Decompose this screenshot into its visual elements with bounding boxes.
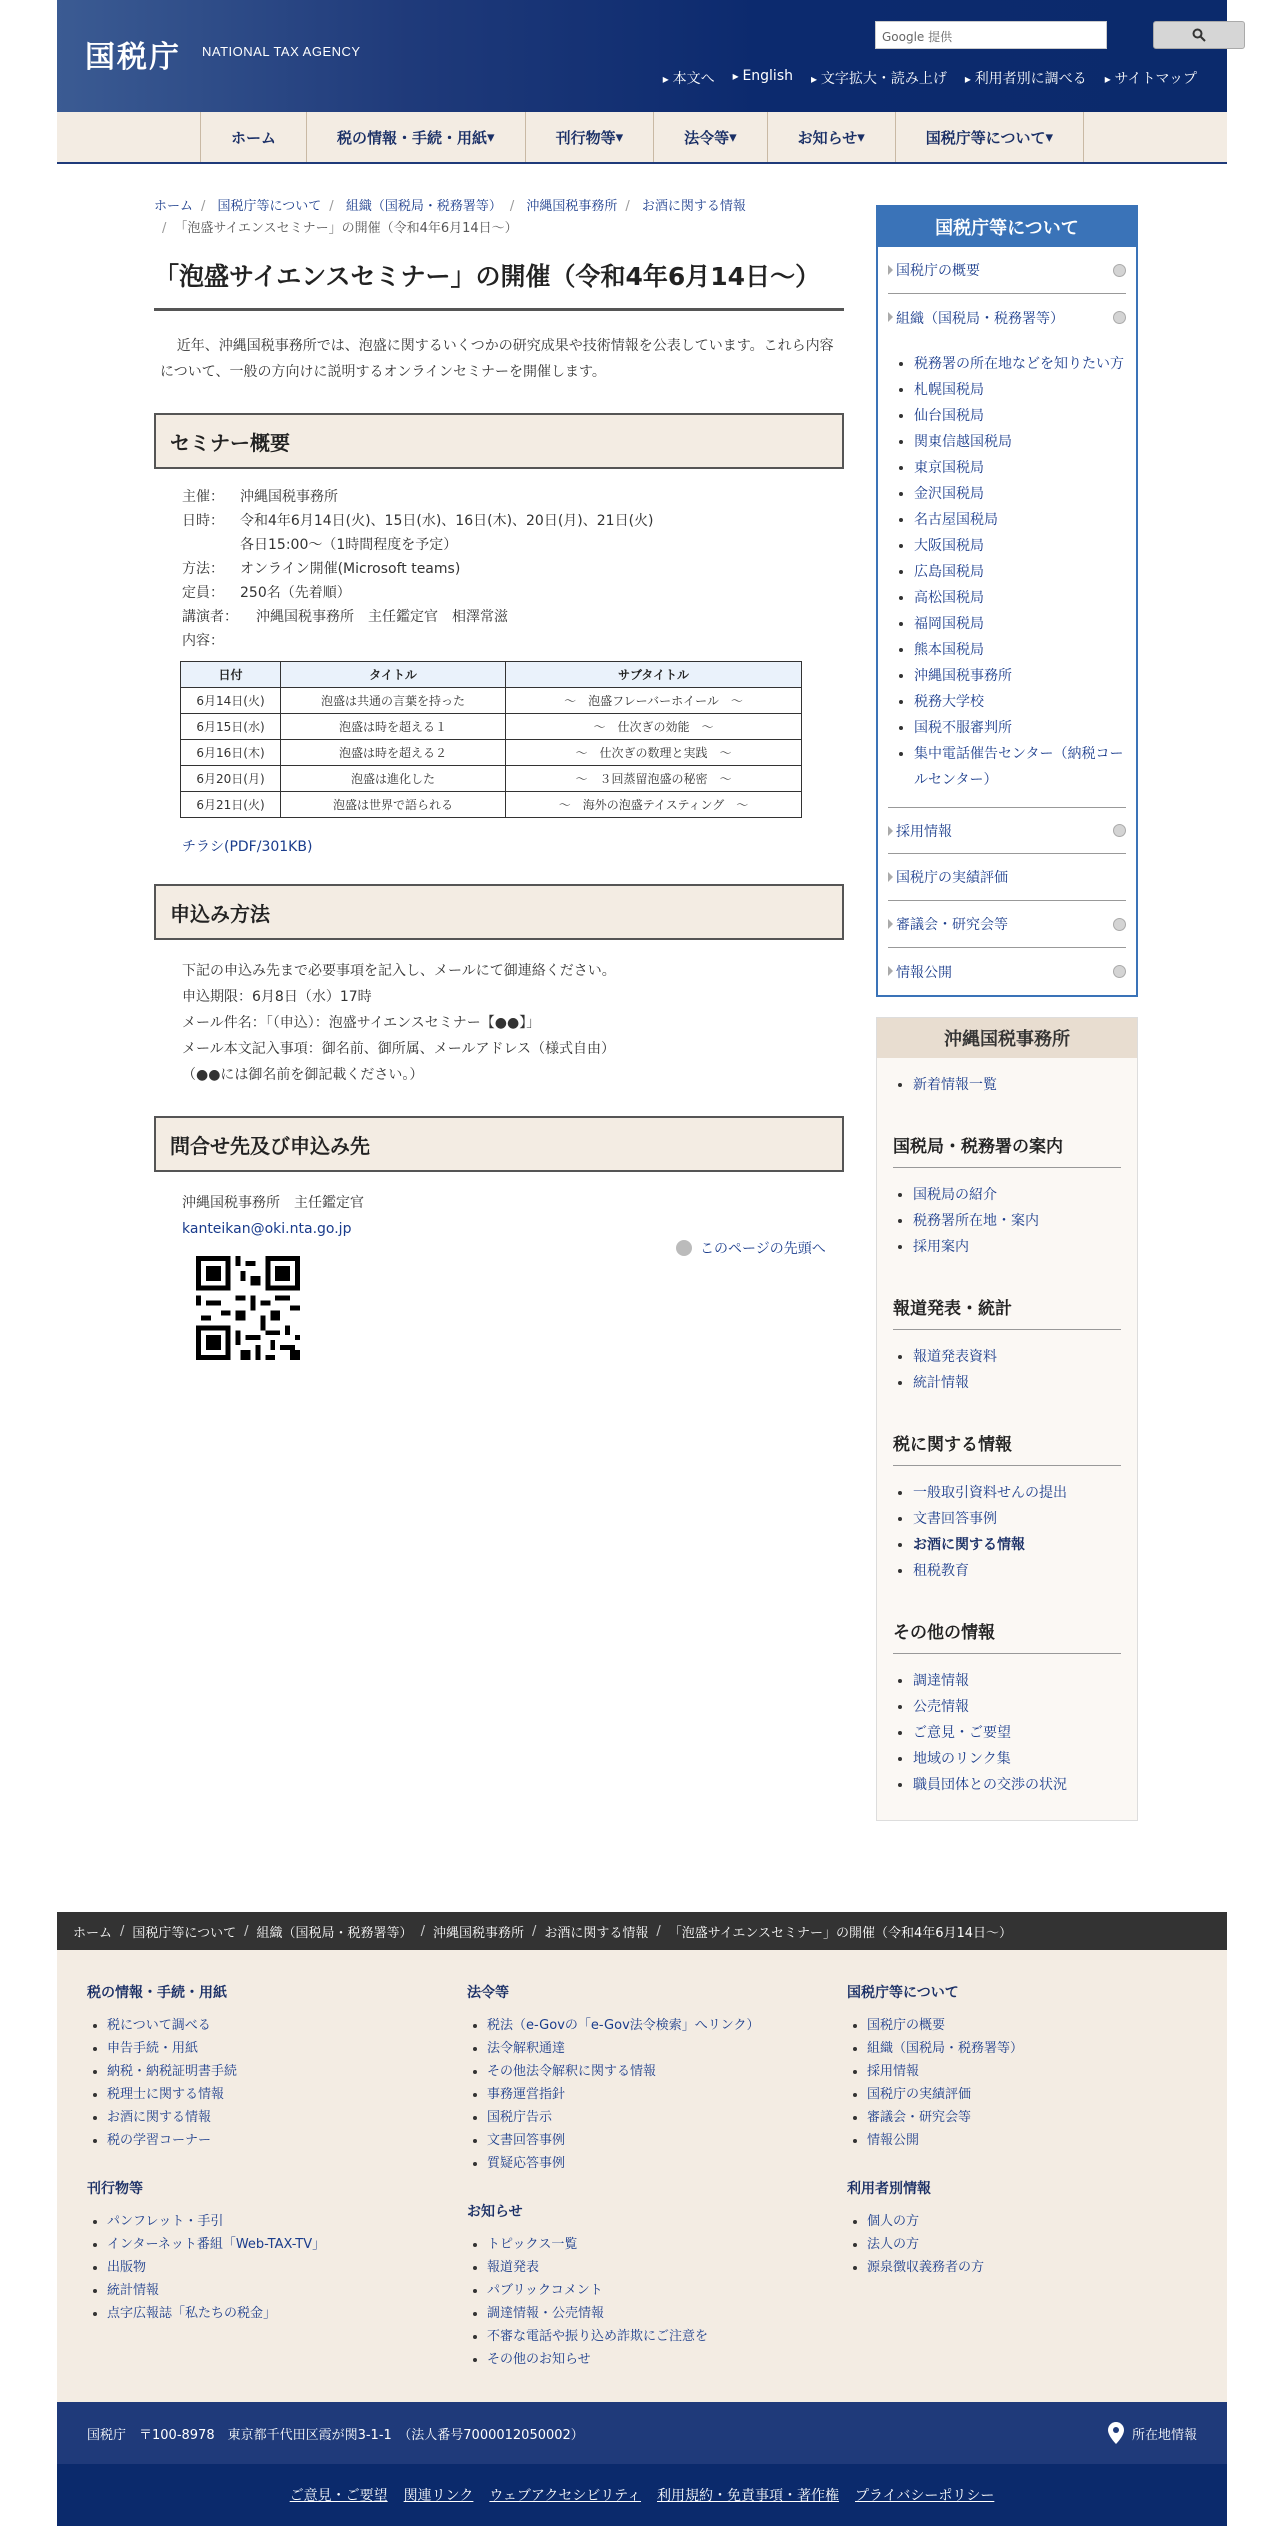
cell-date: 6月16日(木) bbox=[181, 740, 281, 766]
sidebar-okinawa-title: 沖縄国税事務所 bbox=[877, 1018, 1137, 1058]
dropdown-icon: ▾ bbox=[1045, 128, 1053, 146]
section-heading-apply: 申込み方法 bbox=[154, 884, 844, 940]
sidebar-link[interactable]: • 一般取引資料せんの提出 bbox=[913, 1480, 1121, 1506]
footer-link[interactable]: • 税について調べる bbox=[107, 2014, 447, 2037]
contact-email-link[interactable]: kanteikan@oki.nta.go.jp bbox=[182, 1221, 352, 1237]
contact-text bbox=[182, 1190, 844, 1242]
detail-label: 主催： bbox=[182, 489, 224, 505]
apply-line: 申込期限：6月8日（水）17時 bbox=[182, 989, 372, 1005]
location-link[interactable] bbox=[1108, 2422, 1197, 2444]
page-title: 「泡盛サイエンスセミナー」の開催（令和4年6月14日～） bbox=[154, 258, 844, 311]
table-header: 日付 bbox=[181, 662, 281, 688]
section-heading-overview: セミナー概要 bbox=[154, 413, 844, 469]
table-row bbox=[181, 766, 802, 792]
detail-label: 講演者： bbox=[182, 609, 238, 625]
sidebar-link[interactable]: • 税務署所在地・案内 bbox=[913, 1208, 1121, 1234]
sidebar-item-organization[interactable] bbox=[888, 294, 1126, 341]
sidebar-group-title: その他の情報 bbox=[893, 1618, 1121, 1654]
sidebar-link[interactable]: • 地域のリンク集 bbox=[913, 1746, 1121, 1772]
breadcrumb-current: 「泡盛サイエンスセミナー」の開催（令和4年6月14日～） bbox=[668, 1925, 1013, 1941]
schedule-table bbox=[180, 661, 802, 818]
footer-col-about bbox=[847, 1982, 1207, 2279]
breadcrumb-link[interactable]: 国税庁等について bbox=[132, 1925, 237, 1941]
sidebar-subitem[interactable]: • 高松国税局 bbox=[914, 585, 1126, 611]
breadcrumb-link[interactable]: 国税庁等について bbox=[217, 199, 322, 214]
search-input[interactable]: Google 提供 bbox=[875, 21, 1107, 49]
sidebar-group-title: 報道発表・統計 bbox=[893, 1294, 1121, 1330]
footer-breadcrumb: ホーム / 国税庁等について / 組織（国税局・税務署等） / 沖縄国税事務所 / お酒に関する情報 / 「泡盛サイエンスセミナー」の開催（令和4年6月14日～） bbox=[57, 1912, 1227, 1950]
footer-link[interactable]: • 国税庁の概要 bbox=[867, 2014, 1207, 2037]
page-top-label[interactable]: このページの先頭へ bbox=[700, 1241, 826, 1257]
gnav-tax-info-label: 税の情報・手続・用紙 bbox=[337, 128, 488, 147]
cell-subtitle: ～ 仕次ぎの数理と実践 ～ bbox=[506, 740, 802, 766]
footer-link[interactable]: • 出版物 bbox=[107, 2256, 447, 2279]
table-row bbox=[181, 688, 802, 714]
expand-icon bbox=[1113, 311, 1126, 324]
site-logo[interactable]: 国税庁 bbox=[85, 40, 181, 75]
gnav-tax-info[interactable] bbox=[306, 112, 525, 162]
sidebar-item-label: 審議会・研究会等 bbox=[896, 917, 1008, 933]
detail-value: 令和4年6月14日(火)、15日(水)、16日(木)、20日(月)、21日(火) bbox=[240, 513, 654, 529]
sidebar-org-sublist bbox=[914, 351, 1126, 793]
site-logo-en: NATIONAL TAX AGENCY bbox=[202, 44, 361, 59]
footer-link[interactable]: • 納税・納税証明書手続 bbox=[107, 2060, 447, 2083]
cell-date: 6月15日(水) bbox=[181, 714, 281, 740]
footer-col-title[interactable]: 刊行物等 bbox=[87, 2181, 143, 2197]
footer-address bbox=[57, 2402, 1227, 2464]
footer-link[interactable]: • 事務運営指針 bbox=[487, 2083, 827, 2106]
sidebar-item-label: 組織（国税局・税務署等） bbox=[896, 310, 1064, 327]
sidebar-group-title: 国税局・税務署の案内 bbox=[893, 1132, 1121, 1168]
detail-value: オンライン開催(Microsoft teams) bbox=[240, 561, 461, 577]
cell-subtitle: ～ 海外の泡盛テイスティング ～ bbox=[506, 792, 802, 818]
footer-link[interactable]: • 採用情報 bbox=[867, 2060, 1207, 2083]
seminar-details bbox=[182, 485, 844, 653]
breadcrumb-link[interactable]: 沖縄国税事務所 bbox=[526, 199, 618, 214]
utility-links bbox=[663, 68, 1197, 88]
sidebar-subitem[interactable]: • 大阪国税局 bbox=[914, 533, 1126, 559]
footer-bottom-link[interactable]: 関連リンク bbox=[403, 2488, 474, 2504]
detail-value: 250名（先着順） bbox=[240, 585, 351, 601]
apply-line: （●●には御名前を御記載ください。） bbox=[182, 1067, 424, 1083]
gnav-publications-label: 刊行物等 bbox=[555, 128, 616, 147]
footer-link[interactable]: • インターネット番組「Web-TAX-TV」 bbox=[107, 2233, 447, 2256]
util-link-sitemap[interactable]: ▸ サイトマップ bbox=[1105, 68, 1197, 88]
location-label: 所在地情報 bbox=[1131, 2427, 1197, 2443]
cell-date: 6月14日(火) bbox=[181, 688, 281, 714]
dropdown-icon: ▾ bbox=[729, 128, 737, 146]
sidebar bbox=[876, 205, 1138, 1821]
sidebar-link[interactable]: • 公売情報 bbox=[913, 1694, 1121, 1720]
footer-col-title[interactable]: 国税庁等について bbox=[847, 1985, 959, 2001]
util-link-text-size[interactable]: ▸ 文字拡大・読み上げ bbox=[811, 68, 947, 88]
page-top-link[interactable] bbox=[676, 1238, 844, 1258]
footer-link[interactable]: • 不審な電話や振り込め詐欺にご注意を bbox=[487, 2325, 827, 2348]
breadcrumb-current: 「泡盛サイエンスセミナー」の開催（令和4年6月14日～） bbox=[174, 221, 518, 236]
detail-value: 沖縄国税事務所 bbox=[240, 489, 338, 505]
breadcrumb-link[interactable]: 沖縄国税事務所 bbox=[432, 1925, 524, 1941]
footer-link[interactable]: • 点字広報誌「私たちの税金」 bbox=[107, 2302, 447, 2325]
dropdown-icon: ▾ bbox=[857, 128, 865, 146]
util-link-user-type[interactable]: ▸ 利用者別に調べる bbox=[965, 68, 1087, 88]
footer-nav bbox=[57, 1950, 1227, 2402]
util-link-main[interactable]: ▸ 本文へ bbox=[663, 68, 715, 88]
cell-subtitle: ～ ３回蒸留泡盛の秘密 ～ bbox=[506, 766, 802, 792]
detail-value: 各日15:00～（1時間程度を予定） bbox=[240, 537, 458, 553]
map-pin-icon bbox=[1108, 2422, 1124, 2444]
gnav-laws-label: 法令等 bbox=[684, 128, 730, 147]
detail-label: 定員： bbox=[182, 585, 224, 601]
sidebar-link[interactable]: • 文書回答事例 bbox=[913, 1506, 1121, 1532]
apply-line: 下記の申込み先まで必要事項を記入し、メールにて御連絡ください。 bbox=[182, 963, 616, 979]
gnav-home[interactable]: ホーム bbox=[200, 112, 306, 162]
footer-link[interactable]: • 情報公開 bbox=[867, 2129, 1207, 2152]
footer-link[interactable]: • 報道発表 bbox=[487, 2256, 827, 2279]
gnav-about-label: 国税庁等について bbox=[925, 128, 1046, 147]
sidebar-subitem[interactable]: • 仙台国税局 bbox=[914, 403, 1126, 429]
footer-link[interactable]: • 国税庁の実績評価 bbox=[867, 2083, 1207, 2106]
footer-link[interactable]: • 税理士に関する情報 bbox=[107, 2083, 447, 2106]
cell-subtitle: ～ 仕次ぎの効能 ～ bbox=[506, 714, 802, 740]
footer-link[interactable]: • パンフレット・手引 bbox=[107, 2210, 447, 2233]
sidebar-okinawa-box bbox=[876, 1017, 1138, 1821]
breadcrumb-link[interactable]: ホーム bbox=[73, 1925, 113, 1941]
detail-label: 方法： bbox=[182, 561, 224, 577]
sidebar-item-overview[interactable] bbox=[888, 247, 1126, 294]
contact-org: 沖縄国税事務所 主任鑑定官 bbox=[182, 1195, 364, 1211]
footer-link[interactable]: • 統計情報 bbox=[107, 2279, 447, 2302]
sidebar-subitem[interactable]: • 東京国税局 bbox=[914, 455, 1126, 481]
footer-col-laws bbox=[467, 1982, 827, 2371]
sidebar-link[interactable]: • ご意見・ご要望 bbox=[913, 1720, 1121, 1746]
sidebar-link[interactable]: • 租税教育 bbox=[913, 1558, 1121, 1584]
expand-icon bbox=[1113, 264, 1126, 277]
sidebar-item-evaluation[interactable] bbox=[888, 854, 1126, 901]
detail-value: 沖縄国税事務所 主任鑑定官 相澤常滋 bbox=[256, 609, 508, 625]
footer-link[interactable]: • 申告手続・用紙 bbox=[107, 2037, 447, 2060]
sidebar-subitem[interactable]: • 名古屋国税局 bbox=[914, 507, 1126, 533]
sidebar-subitem[interactable]: • 広島国税局 bbox=[914, 559, 1126, 585]
footer-link[interactable]: • その他のお知らせ bbox=[487, 2348, 827, 2371]
sidebar-link[interactable]: • 調達情報 bbox=[913, 1668, 1121, 1694]
sidebar-item-disclosure[interactable] bbox=[888, 948, 1126, 995]
footer-link[interactable]: • 組織（国税局・税務署等） bbox=[867, 2037, 1207, 2060]
sidebar-link[interactable]: • 報道発表資料 bbox=[913, 1344, 1121, 1370]
sidebar-link[interactable]: • 統計情報 bbox=[913, 1370, 1121, 1396]
footer-link[interactable]: • その他法令解釈に関する情報 bbox=[487, 2060, 827, 2083]
qr-code-image bbox=[196, 1256, 300, 1360]
sidebar-subitem[interactable]: • 札幌国税局 bbox=[914, 377, 1126, 403]
footer-col-title[interactable]: 法令等 bbox=[467, 1985, 509, 2001]
expand-icon bbox=[1113, 918, 1126, 931]
detail-label: 内容： bbox=[182, 633, 224, 649]
sidebar-subitem[interactable]: • 関東信越国税局 bbox=[914, 429, 1126, 455]
cell-date: 6月21日(火) bbox=[181, 792, 281, 818]
sidebar-subitem[interactable]: • 集中電話催告センター（納税コールセンター） bbox=[914, 741, 1126, 793]
footer-link[interactable]: • お酒に関する情報 bbox=[107, 2106, 447, 2129]
gnav-about[interactable] bbox=[895, 112, 1084, 162]
breadcrumb-link[interactable]: 組織（国税局・税務署等） bbox=[256, 1925, 413, 1941]
util-link-english[interactable]: ▸ English bbox=[733, 68, 793, 88]
footer-link[interactable]: • 法人の方 bbox=[867, 2233, 1207, 2256]
footer-bottom-link[interactable]: プライバシーポリシー bbox=[855, 2488, 995, 2504]
footer-bottom-link[interactable]: 利用規約・免責事項・著作権 bbox=[657, 2488, 840, 2504]
sidebar-item-councils[interactable] bbox=[888, 901, 1126, 948]
footer-link[interactable]: • 調達情報・公売情報 bbox=[487, 2302, 827, 2325]
sidebar-link[interactable]: • 新着情報一覧 bbox=[913, 1072, 1121, 1098]
gnav-news-label: お知らせ bbox=[797, 128, 858, 147]
cell-subtitle: ～ 泡盛フレーバーホイール ～ bbox=[506, 688, 802, 714]
table-row bbox=[181, 792, 802, 818]
expand-icon bbox=[1113, 824, 1126, 837]
cell-title: 泡盛は時を超える２ bbox=[281, 740, 506, 766]
search-icon bbox=[1192, 28, 1206, 42]
site-header bbox=[57, 0, 1227, 112]
footer-link[interactable]: • 質疑応答事例 bbox=[487, 2152, 827, 2175]
table-row bbox=[181, 714, 802, 740]
section-heading-contact: 問合せ先及び申込み先 bbox=[154, 1116, 844, 1172]
arrow-up-icon bbox=[676, 1240, 692, 1256]
footer-bottom-link[interactable]: ウェブアクセシビリティ bbox=[489, 2488, 642, 2504]
sidebar-about-box bbox=[876, 205, 1138, 997]
flyer-pdf-link[interactable]: チラシ(PDF/301KB) bbox=[182, 839, 313, 855]
sidebar-item-recruit[interactable] bbox=[888, 807, 1126, 854]
search-button[interactable] bbox=[1153, 21, 1245, 49]
sidebar-subitem[interactable]: • 税務大学校 bbox=[914, 689, 1126, 715]
footer-col-title[interactable]: お知らせ bbox=[467, 2204, 523, 2220]
table-header: サブタイトル bbox=[506, 662, 802, 688]
breadcrumb-link[interactable]: お酒に関する情報 bbox=[641, 199, 746, 214]
sidebar-subitem[interactable]: • 沖縄国税事務所 bbox=[914, 663, 1126, 689]
address-text: 国税庁 〒100-8978 東京都千代田区霞が関3-1-1 （法人番号7000012050002） bbox=[87, 2427, 584, 2443]
footer-bottom-link[interactable]: ご意見・ご要望 bbox=[289, 2488, 388, 2504]
breadcrumb-link[interactable]: お酒に関する情報 bbox=[544, 1925, 649, 1941]
sidebar-link[interactable]: • 採用案内 bbox=[913, 1234, 1121, 1260]
footer-link[interactable]: • トピックス一覧 bbox=[487, 2233, 827, 2256]
table-header: タイトル bbox=[281, 662, 506, 688]
sidebar-link[interactable]: • 国税局の紹介 bbox=[913, 1182, 1121, 1208]
gnav-publications[interactable] bbox=[525, 112, 654, 162]
footer-col-tax bbox=[87, 1982, 447, 2325]
sidebar-subitem[interactable]: • 金沢国税局 bbox=[914, 481, 1126, 507]
sidebar-item-label: 採用情報 bbox=[896, 823, 952, 840]
breadcrumb-link[interactable]: 組織（国税局・税務署等） bbox=[345, 199, 502, 214]
apply-line: メール本文記入事項：御名前、御所属、メールアドレス（様式自由） bbox=[182, 1041, 616, 1057]
sidebar-item-label: 国税庁の概要 bbox=[896, 263, 980, 279]
footer-link[interactable]: • 文書回答事例 bbox=[487, 2129, 827, 2152]
footer-link[interactable]: • 国税庁告示 bbox=[487, 2106, 827, 2129]
sidebar-subitem[interactable]: • 税務署の所在地などを知りたい方 bbox=[914, 351, 1126, 377]
sidebar-subitem[interactable]: • 国税不服審判所 bbox=[914, 715, 1126, 741]
footer-link[interactable]: • 源泉徴収義務者の方 bbox=[867, 2256, 1207, 2279]
cell-title: 泡盛は世界で語られる bbox=[281, 792, 506, 818]
cell-title: 泡盛は進化した bbox=[281, 766, 506, 792]
sidebar-group-title: 税に関する情報 bbox=[893, 1430, 1121, 1466]
sidebar-subitem[interactable]: • 熊本国税局 bbox=[914, 637, 1126, 663]
dropdown-icon: ▾ bbox=[487, 128, 495, 146]
sidebar-link-current[interactable]: • お酒に関する情報 bbox=[913, 1532, 1121, 1558]
footer-col-title[interactable]: 税の情報・手続・用紙 bbox=[87, 1985, 227, 2001]
footer-link[interactable]: • 法令解釈通達 bbox=[487, 2037, 827, 2060]
sidebar-about-title: 国税庁等について bbox=[878, 207, 1136, 247]
footer-link[interactable]: • 審議会・研究会等 bbox=[867, 2106, 1207, 2129]
footer-link[interactable]: • 個人の方 bbox=[867, 2210, 1207, 2233]
breadcrumb-link[interactable]: ホーム bbox=[154, 199, 194, 214]
main-content bbox=[154, 196, 844, 1364]
footer-link[interactable]: • 税法（e-Govの「e-Gov法令検索」へリンク） bbox=[487, 2014, 827, 2037]
footer-link[interactable]: • 税の学習コーナー bbox=[107, 2129, 447, 2152]
gnav-news[interactable] bbox=[767, 112, 895, 162]
global-nav bbox=[57, 112, 1227, 164]
apply-text bbox=[182, 958, 844, 1088]
sidebar-subitem[interactable]: • 福岡国税局 bbox=[914, 611, 1126, 637]
intro-text: 近年、沖縄国税事務所では、泡盛に関するいくつかの研究成果や技術情報を公表しています。これら内容について、一般の方向けに説明するオンラインセミナーを開催します。 bbox=[160, 338, 834, 380]
cell-title: 泡盛は共通の言葉を持った bbox=[281, 688, 506, 714]
sidebar-item-label: 情報公開 bbox=[896, 964, 952, 981]
expand-icon bbox=[1113, 965, 1126, 978]
detail-label: 日時： bbox=[182, 513, 224, 529]
footer-link[interactable]: • パブリックコメント bbox=[487, 2279, 827, 2302]
footer-col-title[interactable]: 利用者別情報 bbox=[847, 2181, 931, 2197]
cell-date: 6月20日(月) bbox=[181, 766, 281, 792]
sidebar-link[interactable]: • 職員団体との交渉の状況 bbox=[913, 1772, 1121, 1798]
footer-links bbox=[57, 2464, 1227, 2526]
table-row bbox=[181, 740, 802, 766]
apply-line: メール件名：「（申込）：泡盛サイエンスセミナー【●●】」 bbox=[182, 1015, 541, 1031]
dropdown-icon: ▾ bbox=[615, 128, 624, 146]
gnav-laws[interactable] bbox=[653, 112, 767, 162]
cell-title: 泡盛は時を超える１ bbox=[281, 714, 506, 740]
breadcrumb: ホーム / 国税庁等について / 組織（国税局・税務署等） / 沖縄国税事務所 / お酒に関する情報 / 「泡盛サイエンスセミナー」の開催（令和4年6月14日～） bbox=[154, 199, 746, 236]
sidebar-item-label: 国税庁の実績評価 bbox=[896, 870, 1008, 886]
